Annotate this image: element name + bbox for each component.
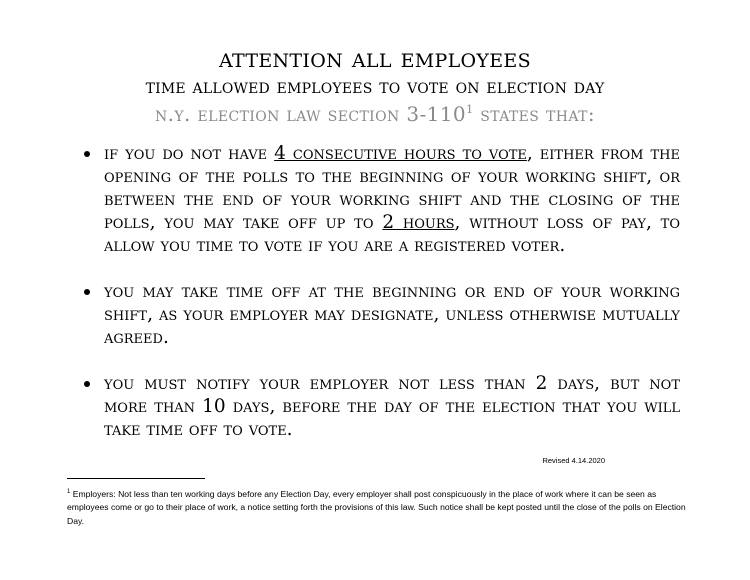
provision-emphasis-hours: 4 consecutive hours to vote — [274, 143, 527, 164]
bullet-dot-icon — [84, 381, 90, 387]
provision-text: , without loss of pay, to allow you time to vote if you are a registered voter. — [104, 212, 680, 256]
revised-date: Revised 4.14.2020 — [542, 456, 605, 465]
bullet-dot-icon — [84, 289, 90, 295]
provision-item — [80, 372, 680, 441]
bullet-dot-icon — [84, 151, 90, 157]
footnote-divider — [67, 478, 205, 479]
notice-title: attention all employees — [219, 43, 531, 74]
footnote-text: Employers: Not less than ten working days before any Election Day, every employer shall post conspicuously in the place of work where it can be seen as employees come or go to their place of work, a notice setting forth the provisions of this law. Such notice shall be kept posted until the close of the polls on Election Day. — [67, 489, 686, 526]
provision-item — [80, 142, 680, 257]
footnote-marker: 1 — [67, 489, 71, 495]
provision-text: you may take time off at the beginning or end of your working shift, as your employer may designate, unless otherwise mutually agreed. — [104, 281, 680, 348]
provision-item — [80, 280, 680, 349]
provision-text: , either from the opening of the polls to the beginning of your working shift, or between the end of your working shift and the closing of the polls, you may take off up to — [104, 143, 680, 233]
law-reference-suffix: states that: — [473, 102, 596, 126]
footnote-marker-ref: 1 — [466, 103, 474, 116]
law-reference — [0, 98, 750, 126]
notice-subtitle: time allowed employees to vote on election day — [145, 74, 605, 98]
provision-text: if you do not have — [104, 143, 275, 164]
footnote — [67, 486, 687, 528]
provision-text: you must notify your employer not less than 2 days, but not more than 10 days, before the day of the election that you will take time off to vote. — [104, 373, 680, 440]
provisions-list — [80, 142, 680, 441]
provision-emphasis-time-off: 2 hours — [382, 212, 455, 233]
law-reference-text: n.y. election law section 3-110 — [154, 102, 467, 126]
